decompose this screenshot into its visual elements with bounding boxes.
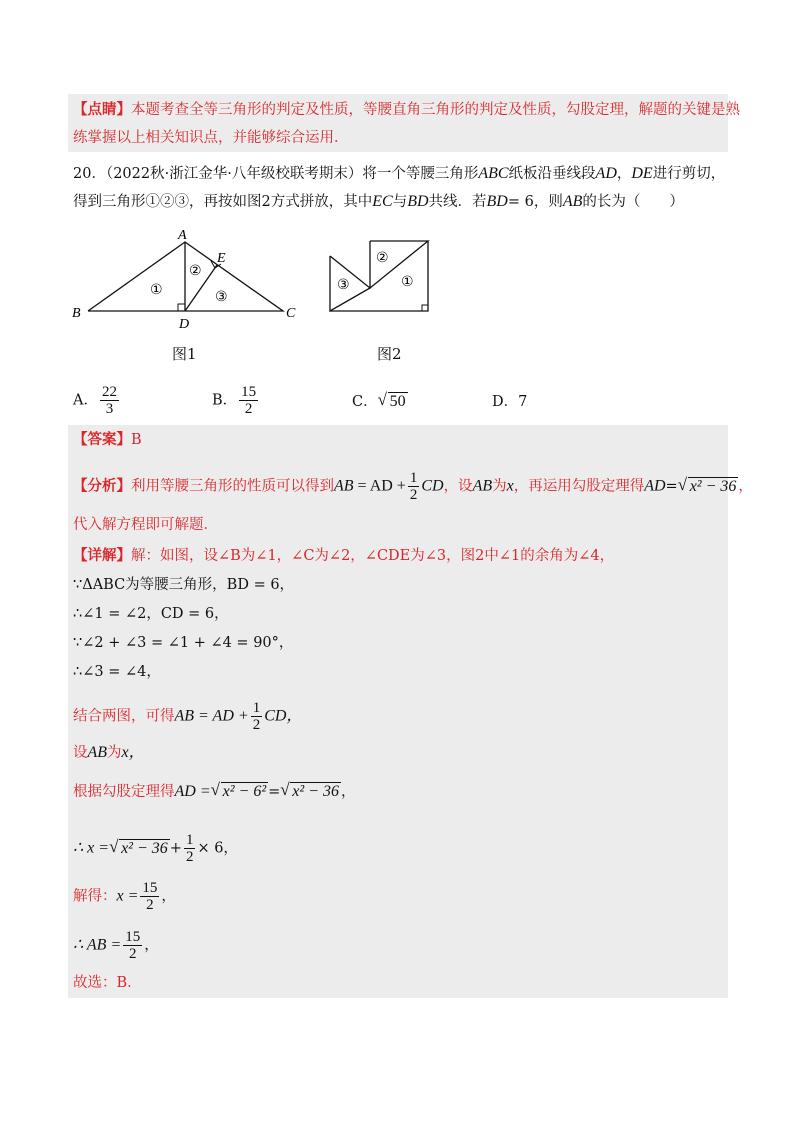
- fraction: [140, 880, 159, 913]
- math-x: x: [506, 477, 514, 495]
- question-line-1: [73, 164, 725, 184]
- numerator: 15: [241, 384, 257, 400]
- detail-line-12: [73, 973, 142, 993]
- dianjing-text-2: 练掌握以上相关知识点，并能够综合运用．: [73, 130, 349, 146]
- math-eq: =: [268, 784, 281, 800]
- radicand: x² − 36: [292, 783, 339, 800]
- sqrt-symbol: √: [210, 780, 220, 799]
- label-piece-1: ①: [401, 274, 414, 290]
- analysis-text: 为: [492, 478, 507, 495]
- sqrt-symbol: √: [377, 390, 387, 409]
- math-de: DE: [631, 165, 653, 182]
- sqrt-symbol: √: [109, 836, 119, 856]
- sqrt: [280, 782, 341, 802]
- detail-line-3: [73, 604, 229, 624]
- dianjing-line-2: [73, 128, 349, 148]
- math-x: x，: [121, 744, 145, 761]
- math-ab: AB: [87, 744, 108, 761]
- question-text: 进行剪切，: [652, 166, 726, 182]
- math-bd: BD: [486, 193, 508, 210]
- detail-line-5: [73, 662, 161, 682]
- math-eq: AB = AD +: [174, 707, 249, 725]
- numerator: 22: [101, 384, 117, 400]
- option-c-label: C．: [352, 394, 378, 410]
- question-text: 共线．若: [428, 194, 487, 210]
- math-text: = AD +: [357, 477, 406, 495]
- detail-tag: 【详解】: [73, 547, 131, 564]
- question-number: 20．: [73, 166, 106, 182]
- numerator: 15: [125, 929, 141, 945]
- option-d-label: D．: [492, 394, 519, 410]
- dianjing-line-1: [73, 100, 740, 120]
- numerator: 1: [185, 832, 194, 848]
- label-piece-1: ①: [150, 282, 163, 298]
- figure-2-caption: 图2: [377, 345, 402, 363]
- analysis-text: ，设: [443, 478, 473, 495]
- answer-value: B: [131, 432, 142, 448]
- analysis-tag: 【分析】: [73, 477, 131, 495]
- detail-line-10: [73, 880, 176, 913]
- denominator: 2: [185, 849, 194, 865]
- sqrt: [677, 474, 739, 497]
- detail-line-7: [73, 743, 145, 763]
- detail-text: × 6，: [197, 840, 238, 857]
- denominator: 3: [105, 401, 114, 417]
- math-cd: CD: [421, 477, 444, 495]
- math-eq: x =: [116, 887, 139, 905]
- radicand: 50: [389, 393, 406, 410]
- question-text: ，: [616, 166, 632, 182]
- detail-text: ∵∠2 + ∠3 = ∠1 + ∠4 = 90°，: [73, 635, 294, 651]
- numerator: 1: [409, 470, 418, 486]
- detail-text: 解：如图，设∠B为∠1，∠C为∠2，∠CDE为∠3，图2中∠1的余角为∠4，: [131, 548, 615, 564]
- detail-line-11: [73, 929, 159, 962]
- denominator: 2: [146, 897, 154, 913]
- label-piece-2: ②: [376, 250, 389, 266]
- label-c: C: [286, 306, 296, 321]
- option-d-value: 7: [518, 394, 528, 410]
- question-source: （2022秋·浙江金华·八年级校联考期末）: [105, 166, 363, 182]
- detail-line-8: [73, 782, 355, 802]
- question-text: 纸板沿垂线段: [508, 166, 596, 182]
- detail-line-4: [73, 633, 293, 653]
- detail-line-2: [73, 575, 294, 595]
- radicand: x² − 6²: [222, 783, 267, 800]
- label-e: E: [217, 251, 226, 266]
- math-ab: AB: [472, 477, 493, 495]
- detail-text: ∵ΔABC为等腰三角形，BD = 6，: [73, 577, 295, 593]
- dianjing-text-1: 本题考查全等三角形的判定及性质，等腰直角三角形的判定及性质，勾股定理，解题的关键是熟: [131, 102, 740, 118]
- denominator: 2: [252, 717, 261, 733]
- detail-line-1: [73, 546, 614, 566]
- option-d: [492, 392, 527, 412]
- radicand: x² − 36: [121, 839, 168, 857]
- fraction: [251, 700, 263, 733]
- figure-1: [70, 224, 310, 334]
- question-text: 将一个等腰三角形: [362, 166, 479, 182]
- question-text: 得到三角形①②③，再按如图2方式拼放，其中: [73, 194, 373, 210]
- option-b: [212, 384, 260, 417]
- label-piece-3: ③: [215, 289, 228, 305]
- detail-line-6: [73, 700, 302, 733]
- question-text: = 6，则: [507, 194, 563, 210]
- math-ab: AB: [334, 477, 354, 495]
- math-eq: +: [169, 840, 182, 857]
- label-d: D: [179, 317, 190, 332]
- detail-text: ∴∠3 = ∠4，: [73, 664, 161, 680]
- question-line-2: [73, 192, 684, 212]
- right-angle-mark: [422, 305, 428, 311]
- answer-line: [73, 430, 142, 450]
- option-b-label: B．: [212, 392, 238, 409]
- analysis-text: ，: [738, 478, 753, 495]
- math-abc: ABC: [478, 165, 509, 182]
- label-a: A: [178, 228, 187, 243]
- option-a-label: A．: [73, 392, 98, 409]
- denominator: 2: [244, 401, 253, 417]
- numerator: 1: [252, 700, 261, 716]
- sqrt: [109, 836, 170, 859]
- label-piece-2: ②: [189, 263, 202, 279]
- math-ab: AB: [562, 193, 583, 210]
- math-ad: AD: [644, 477, 666, 495]
- math-eq: ∴ AB =: [73, 936, 122, 954]
- numerator: 15: [142, 880, 158, 896]
- analysis-line-1: [73, 470, 753, 503]
- detail-text: 故选：B．: [73, 975, 142, 991]
- sqrt: [211, 782, 269, 802]
- dianjing-tag: 【点睛】: [73, 101, 131, 118]
- figure-2: [325, 236, 435, 316]
- math-cd: CD，: [264, 707, 303, 725]
- option-c: [352, 392, 408, 412]
- sqrt: [378, 392, 408, 412]
- fraction: [408, 470, 420, 503]
- sqrt-symbol: √: [280, 780, 290, 799]
- right-angle-mark-d: [178, 304, 185, 311]
- analysis-line-2: [73, 515, 218, 535]
- analysis-text: ，再运用勾股定理得: [513, 478, 645, 495]
- analysis-text: 利用等腰三角形的性质可以得到: [131, 478, 334, 495]
- analysis-text: 代入解方程即可解题．: [73, 517, 218, 533]
- detail-text: ，: [340, 784, 356, 800]
- radicand: x² − 36: [689, 477, 737, 495]
- label-piece-3: ③: [337, 277, 350, 293]
- math-ec: EC: [372, 193, 393, 210]
- math-ad: AD =: [174, 783, 211, 800]
- detail-text: 结合两图，可得: [73, 708, 175, 725]
- denominator: 2: [409, 487, 418, 503]
- detail-line-9: [73, 832, 238, 865]
- denominator: 2: [128, 946, 137, 962]
- option-a: [73, 384, 121, 417]
- answer-tag: 【答案】: [73, 431, 131, 448]
- math-eq: =: [665, 478, 678, 495]
- math-bd: BD: [407, 193, 429, 210]
- question-text: 与: [392, 194, 408, 210]
- detail-text: 设: [73, 745, 88, 761]
- fraction: [123, 929, 142, 962]
- detail-text: ∴∠1 = ∠2，CD = 6，: [73, 606, 229, 622]
- detail-text: ，: [161, 888, 176, 905]
- detail-text: 根据勾股定理得: [73, 784, 175, 800]
- sqrt-symbol: √: [677, 474, 688, 494]
- fraction: [100, 384, 119, 417]
- fraction: [239, 384, 258, 417]
- figure-1-caption: 图1: [172, 345, 197, 363]
- label-b: B: [72, 306, 81, 321]
- detail-text: 为: [107, 745, 122, 761]
- math-ad: AD: [595, 165, 617, 182]
- math-eq: [354, 478, 406, 495]
- detail-text: 解得：: [73, 888, 117, 905]
- detail-text: ，: [144, 937, 159, 954]
- fraction: [184, 832, 196, 865]
- math-eq: ∴ x =: [73, 839, 110, 857]
- piece-3-triangle: [330, 256, 370, 311]
- question-text: 的长为（ ）: [582, 194, 684, 210]
